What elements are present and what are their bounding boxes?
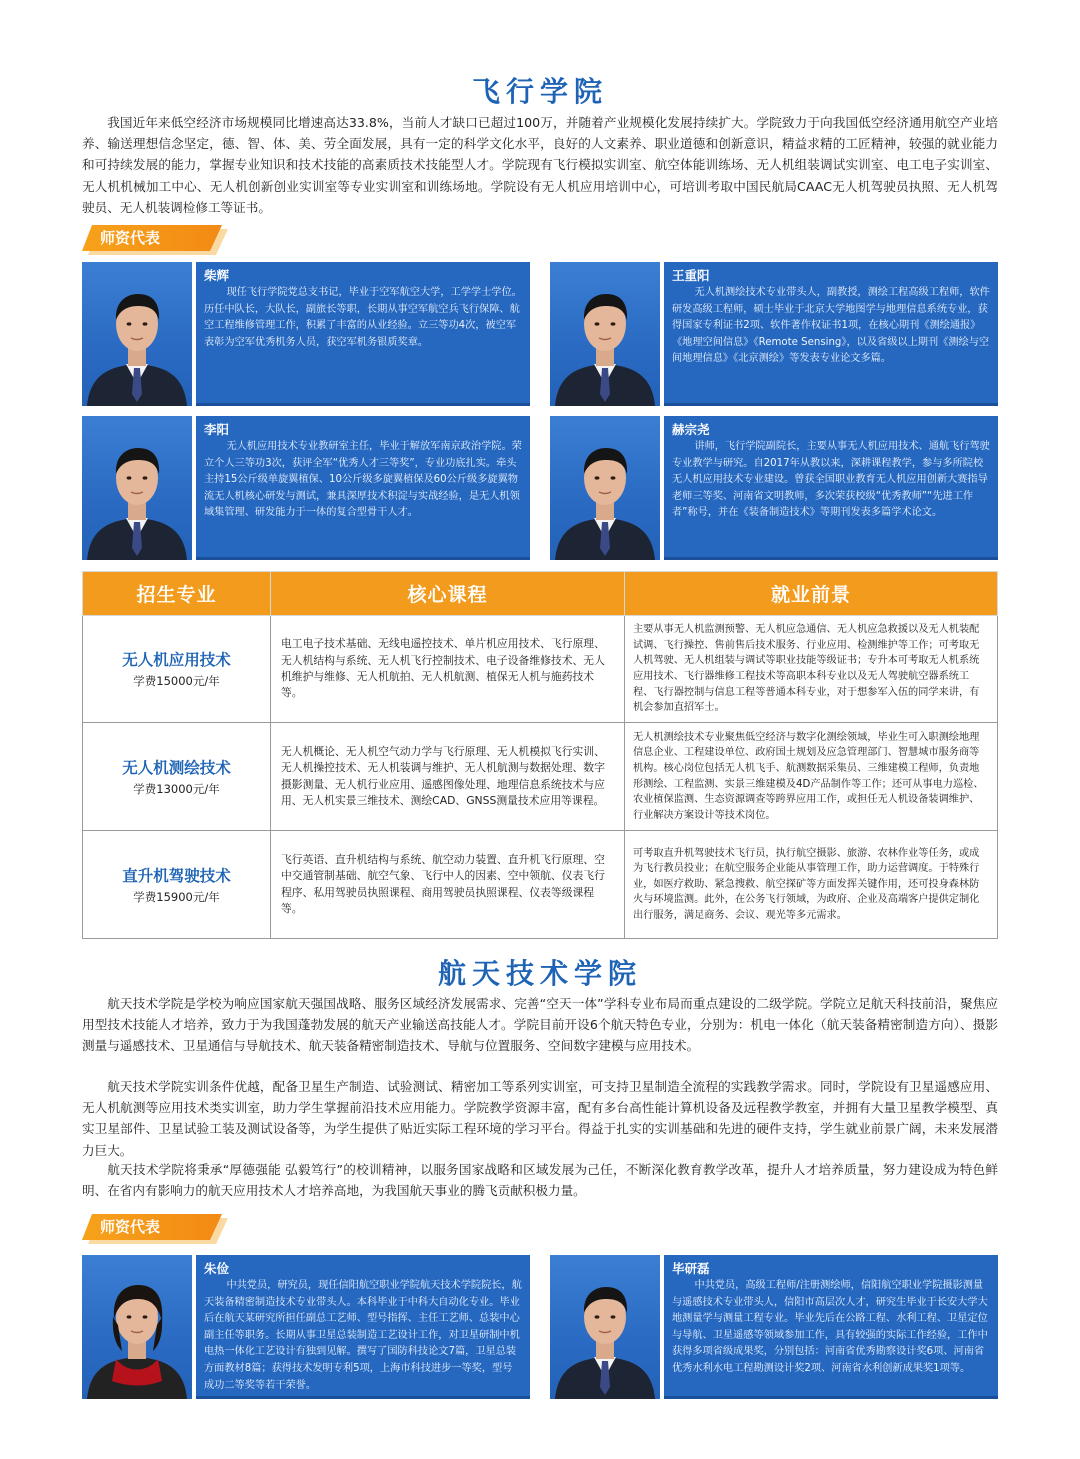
faculty-info-box <box>664 262 998 406</box>
faculty-info-box <box>196 1255 530 1399</box>
faculty-name: 朱俭 <box>204 1261 230 1276</box>
major-name: 直升机驾驶技术 <box>122 866 231 885</box>
faculty-info-box <box>196 416 530 560</box>
faculty-description: 无人机测绘技术专业带头人，副教授，测绘工程高级工程师，软件研发高级工程师，硕士毕业于北京大学地图学与地理信息系统专业，获得国家专利证书2项、软件著作权证书1项，在核心期刊《测绘通报》《地理空间信息》《Remote Sensing》，以及省级以上期刊《测绘与空间地理信息》《北京测绘》等发表专业论文多篇。 <box>672 287 990 365</box>
faculty-name: 毕研磊 <box>672 1261 710 1276</box>
space-college-title: 航天技术学院 <box>437 957 642 990</box>
major-name: 无人机应用技术 <box>122 651 231 669</box>
table-row <box>83 723 998 831</box>
major-cell <box>83 831 271 939</box>
major-fee: 学费15000元/年 <box>133 674 220 688</box>
space-faculty-tag-label: 师资代表 <box>100 1218 161 1236</box>
portrait-photo <box>82 416 192 560</box>
space-faculty-tag <box>82 1214 232 1244</box>
flight-college-title: 飞行学院 <box>471 75 608 108</box>
major-name: 无人机测绘技术 <box>122 758 231 777</box>
faculty-info-box <box>196 262 530 406</box>
header-major: 招生专业 <box>83 572 271 616</box>
faculty-description: 中共党员，研究员，现任信阳航空职业学院航天技术学院院长，航天装备精密制造技术专业带头人。本科毕业于中科大自动化专业。毕业后在航天某研究所担任副总工艺师、型号指挥、主任工艺师、总装中心副主任等职务。长期从事卫星总装制造工艺设计工作，对卫星研制中机电热一体化工艺设计有独到见解。撰写了国防科技论文7篇，卫星总装方面教材8篇；获得技术发明专利5项，上海市科技进步一等奖，型号成功二等奖等若干荣誉。 <box>204 1280 522 1391</box>
space-intro-paragraph-2: 航天技术学院实训条件优越，配备卫星生产制造、试验测试、精密加工等系列实训室，可支持卫星制造全流程的实践教学需求。同时，学院设有卫星遥感应用、无人机航测等应用技术类实训室，助力学生掌握前沿技术应用能力。学院教学资源丰富，配有多台高性能计算机设备及远程教学教室，并拥有大量卫星教学模型、真实卫星部件、卫星试验工装及测试设备等，为学生提供了贴近实际工程环境的学习平台。得益于扎实的实训基础和先进的硬件支持，学生就业前景广阔，未来发展潜力巨大。 <box>82 1079 998 1158</box>
faculty-description: 讲师，飞行学院副院长，主要从事无人机应用技术、通航飞行驾驶专业教学与研究。自2017年从教以来，深耕课程教学，参与多所院校无人机应用技术专业建设。曾获全国职业教育无人机应用创新大赛指导老师三等奖、河南省文明教师，多次荣获校级“优秀教师”“先进工作者”称号，并在《装备制造技术》等期刊发表多篇学术论文。 <box>672 441 990 519</box>
space-intro-paragraph-1: 航天技术学院是学校为响应国家航天强国战略、服务区域经济发展需求、完善“空天一体”学科专业布局而重点建设的二级学院。学院立足航天科技前沿，聚焦应用型技术技能人才培养，致力于为我国蓬勃发展的航天产业输送高技能人才。学院目前开设6个航天特色专业，分别为：机电一体化（航天装备精密制造方向）、摄影测量与遥感技术、卫星通信与导航技术、航天装备精密制造技术、导航与位置服务、空间数字建模与应用技术。 <box>82 996 998 1054</box>
portrait-photo <box>550 1255 660 1399</box>
faculty-info-box <box>664 1255 998 1399</box>
core-courses-cell: 电工电子技术基础、无线电遥控技术、单片机应用技术、飞行原理、无人机结构与系统、无人机飞行控制技术、电子设备维修技术、无人机维护与维修、无人机航拍、无人机航测、植保无人机与施药技术等。 <box>271 616 625 723</box>
header-career: 就业前景 <box>625 572 998 616</box>
core-courses-cell: 无人机概论、无人机空气动力学与飞行原理、无人机模拟飞行实训、无人机操控技术、无人机装调与维护、无人机航测与数据处理、数字摄影测量、无人机行业应用、遥感图像处理、地理信息系统技术与应用、无人机实景三维技术、测绘CAD、GNSS测量技术应用等课程。 <box>271 723 625 831</box>
faculty-card-he-zongyao <box>550 416 998 560</box>
flight-faculty-tag <box>82 225 232 255</box>
faculty-name: 王重阳 <box>672 268 710 283</box>
faculty-description: 无人机应用技术专业教研室主任，毕业于解放军南京政治学院。荣立个人三等功3次，获评全军“优秀人才三等奖”，专业功底扎实。牵头主持15公斤级单旋翼植保、10公斤级多旋翼植保及60公斤级多旋翼物流无人机核心研发与测试，兼具深厚技术积淀与实战经验，是无人机领域集管理、研发能力于一体的复合型骨干人才。 <box>204 441 522 519</box>
flight-college-intro: 我国近年来低空经济市场规模同比增速高达33.8%，当前人才缺口已超过100万，并随着产业规模化发展持续扩大。学院致力于向我国低空经济通用航空产业培养、输送理想信念坚定，德、智、体、美、劳全面发展，具有一定的科学文化水平，良好的人文素养、职业道德和创新意识，精益求精的工匠精神，较强的就业能力和可持续发展的能力，掌握专业知识和技术技能的高素质技术技能型人才。学院现有飞行模拟实训室、航空体能训练场、无人机组装调试实训室、电工电子实训室、无人机机械加工中心、无人机创新创业实训室等专业实训室和训练场地。学院设有无人机应用培训中心，可培训考取中国民航局CAAC无人机驾驶员执照、无人机驾驶员、无人机装调检修工等证书。 <box>82 115 998 215</box>
faculty-name: 赫宗尧 <box>672 422 710 437</box>
career-cell: 主要从事无人机监测预警、无人机应急通信、无人机应急救援以及无人机装配试调、飞行操控、售前售后技术服务、行业应用、检测维护等工作；可考取无人机驾驶、无人机组装与调试等职业技能等级证书；专升本可考取无人机系统应用技术、飞行器维修工程技术等高职本科专业以及无人驾驶航空器系统工程、飞行器控制与信息工程等普通本科专业，对于想参军入伍的同学来讲，有机会参加直招军士。 <box>625 616 998 723</box>
major-fee: 学费15900元/年 <box>133 889 220 904</box>
faculty-card-bi-yanlei <box>550 1255 998 1399</box>
header-core-courses: 核心课程 <box>271 572 625 616</box>
faculty-name: 柴辉 <box>204 268 230 283</box>
flight-faculty-tag-label: 师资代表 <box>100 229 161 247</box>
table-row <box>83 616 998 723</box>
space-intro-paragraph-3: 航天技术学院将秉承“厚德强能 弘毅笃行”的校训精神，以服务国家战略和区域发展为己任，不断深化教育教学改革，提升人才培养质量，努力建设成为特色鲜明、在省内有影响力的航天应用技术人才培养高地，为我国航天事业的腾飞贡献积极力量。 <box>82 1162 998 1199</box>
portrait-photo <box>550 262 660 406</box>
table-row <box>83 831 998 939</box>
career-cell: 无人机测绘技术专业聚焦低空经济与数字化测绘领域，毕业生可入职测绘地理信息企业、工程建设单位、政府国土规划及应急管理部门、智慧城市服务商等机构。核心岗位包括无人机飞手、航测数据采集员、三维建模工程师，负责地形测绘、工程监测、实景三维建模及4D产品制作等工作；还可从事电力巡检、农业植保监测、生态资源调查等跨界应用工作，或担任无人机设备装调维护、行业解决方案设计等技术岗位。 <box>625 723 998 831</box>
faculty-card-zhu-jian <box>82 1255 530 1399</box>
faculty-info-box <box>664 416 998 560</box>
portrait-photo <box>550 416 660 560</box>
faculty-description: 中共党员，高级工程师/注册测绘师，信阳航空职业学院摄影测量与遥感技术专业带头人，信阳市高层次人才，研究生毕业于长安大学大地测量学与测量工程专业。毕业先后在公路工程、水利工程、卫星定位与导航、卫星遥感等领域参加工作，具有较强的实际工作经验，工作中获得多项省级成果奖，分别包括：河南省优秀勘察设计奖6项、河南省优秀水利水电工程勘测设计奖2项、河南省水利创新成果奖1项等。 <box>672 1280 988 1374</box>
program-table-header <box>83 572 998 616</box>
major-fee: 学费13000元/年 <box>133 781 220 796</box>
core-courses-cell: 飞行英语、直升机结构与系统、航空动力装置、直升机飞行原理、空中交通管制基础、航空气象、飞行中人的因素、空中领航、仪表飞行程序、私用驾驶员执照课程、商用驾驶员执照课程、仪表等级课程等。 <box>271 831 625 939</box>
faculty-card-li-yang <box>82 416 530 560</box>
major-cell <box>83 616 271 723</box>
faculty-description: 现任飞行学院党总支书记，毕业于空军航空大学，工学学士学位。历任中队长，大队长，副旅长等职，长期从事空军航空兵飞行保障、航空工程维修管理工作，积累了丰富的从业经验。立三等功4次，被空军表彰为空军优秀机务人员，获空军机务银质奖章。 <box>204 287 522 348</box>
portrait-photo <box>82 262 192 406</box>
program-table <box>82 571 998 939</box>
faculty-card-wang-chongyang <box>550 262 998 406</box>
major-cell <box>83 723 271 831</box>
portrait-photo <box>82 1255 192 1399</box>
faculty-name: 李阳 <box>204 422 230 437</box>
career-cell: 可考取直升机驾驶技术飞行员，执行航空摄影、旅游、农林作业等任务，或成为飞行教员投业；在航空服务企业能从事管理工作，助力运营调度。于特殊行业，如医疗救助、紧急搜救、航空探矿等方面发挥关键作用，还可投身森林防火与环境监测。此外，在公务飞行领域，为政府、企业及高端客户提供定制化出行服务，满足商务、会议、观光等多元需求。 <box>625 831 998 939</box>
faculty-card-chai-hui <box>82 262 530 406</box>
